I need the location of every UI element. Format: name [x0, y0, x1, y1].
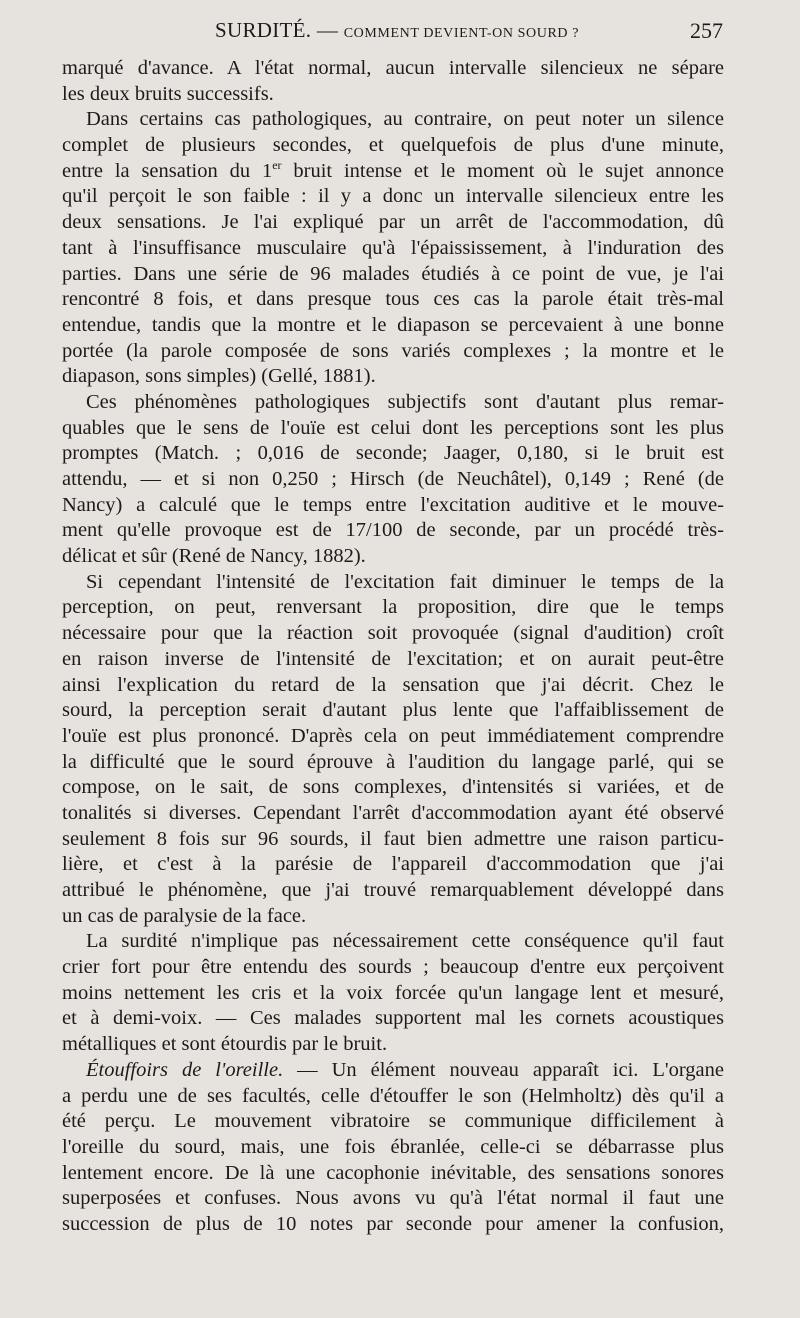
text-line: entendue, tandis que la montre et le diapason se percevaient à une bonne	[62, 313, 724, 336]
running-head	[215, 18, 579, 43]
text-line: crier fort pour être entendu des sourds ; beaucoup d'entre eux perçoivent	[62, 956, 724, 979]
text-line: tonalités si diverses. Cependant l'arrêt d'accommodation ayant été observé	[62, 801, 724, 824]
text-line: rencontré 8 fois, et dans presque tous ces cas la parole était très-mal	[62, 288, 724, 311]
body-text	[62, 56, 724, 1238]
text-line: a perdu une de ses facultés, celle d'étouffer le son (Helmholtz) dès qu'il a	[62, 1084, 724, 1107]
text-line: Ces phénomènes pathologiques subjectifs sont d'autant plus remar-	[86, 390, 724, 413]
text-line: superposées et confuses. Nous avons vu qu'à l'état normal il faut une	[62, 1187, 724, 1210]
text-line: tant à l'insuffisance musculaire qu'à l'épaississement, à l'induration des	[62, 236, 724, 259]
text-line: diapason, sons simples) (Gellé, 1881).	[62, 365, 376, 388]
paragraph	[62, 570, 724, 930]
text-line: seulement 8 fois sur 96 sourds, il faut bien admettre une raison particu-	[62, 827, 724, 850]
text-line: succession de plus de 10 notes par seconde pour amener la confusion,	[62, 1212, 724, 1235]
text-line: quables que le sens de l'ouïe est celui dont les perceptions sont les plus	[62, 416, 724, 439]
text-line: délicat et sûr (René de Nancy, 1882).	[62, 545, 366, 568]
text-line: sourd, la perception serait d'autant plus lente que l'affaiblissement de	[62, 699, 724, 722]
text-line: La surdité n'implique pas nécessairement cette conséquence qu'il faut	[86, 930, 724, 953]
text-line: l'oreille du sourd, mais, une fois ébranlée, celle-ci se débarrasse plus	[62, 1135, 724, 1158]
text-line: métalliques et sont étourdis par le bruit.	[62, 1033, 388, 1056]
text-line: moins nettement les cris et la voix forcée qu'un langage lent et mesuré,	[62, 981, 724, 1004]
page-number: 257	[690, 18, 723, 43]
text-line: Dans certains cas pathologiques, au contraire, on peut noter un silence	[86, 108, 724, 131]
text-line: promptes (Match. ; 0,016 de seconde; Jaager, 0,180, si le bruit est	[62, 442, 724, 465]
paragraph	[62, 390, 724, 570]
text-line: la difficulté que le sourd éprouve à l'audition du langage parlé, qui se	[62, 750, 724, 773]
paragraph	[62, 1058, 724, 1238]
page-header	[60, 18, 725, 48]
ordinal-superscript: er	[272, 157, 282, 172]
text-line: Si cependant l'intensité de l'excitation fait diminuer le temps de la	[86, 570, 724, 593]
text-line: ment qu'elle provoque est de 17/100 de seconde, par un procédé très-	[62, 519, 724, 542]
text-line: Nancy) a calculé que le temps entre l'excitation auditive et le mouve-	[62, 493, 724, 516]
text-line: l'ouïe est plus prononcé. D'après cela on peut immédiatement comprendre	[62, 724, 724, 747]
paragraph	[62, 56, 724, 107]
running-head-subtitle: COMMENT DEVIENT-ON SOURD ?	[343, 26, 580, 41]
section-heading-italic: Étouffoirs de l'oreille.	[86, 1058, 284, 1081]
text-line: ainsi l'explication du retard de la sensation que j'ai décrit. Chez le	[62, 673, 724, 696]
paragraph	[62, 107, 724, 390]
text-line: deux sensations. Je l'ai expliqué par un arrêt de l'accommodation, dû	[62, 211, 724, 234]
text-line-rest: bruit intense et le moment où le sujet annonce	[281, 159, 725, 182]
text-line: attendu, — et si non 0,250 ; Hirsch (de Neuchâtel), 0,149 ; René (de	[62, 468, 724, 490]
running-head-main: SURDITÉ. —	[215, 18, 344, 42]
text-line: un cas de paralysie de la face.	[62, 904, 307, 927]
text-line: portée (la parole composée de sons variés complexes ; la montre et le	[62, 339, 724, 362]
text-line: en raison inverse de l'intensité de l'excitation; et on aurait peut-être	[62, 647, 724, 670]
text-line: nécessaire pour que la réaction soit provoquée (signal d'audition) croît	[62, 622, 724, 645]
text-line: été perçu. Le mouvement vibratoire se communique difficilement à	[62, 1110, 724, 1133]
text-line: lière, et c'est à la parésie de l'appareil d'accommodation que j'ai	[62, 853, 724, 876]
text-line	[62, 1058, 724, 1084]
text-line: qu'il perçoit le son faible : il y a donc un intervalle silencieux entre les	[62, 185, 724, 208]
text-line	[62, 159, 724, 185]
text-line: marqué d'avance. A l'état normal, aucun intervalle silencieux ne sépare	[62, 57, 724, 79]
text-line: attribué le phénomène, que j'ai trouvé remarquablement développé dans	[62, 879, 724, 901]
text-line: compose, on le sait, de sons complexes, d'intensités si variées, et de	[62, 776, 724, 799]
text-line: parties. Dans une série de 96 malades étudiés à ce point de vue, je l'ai	[62, 262, 724, 285]
text-line: complet de plusieurs secondes, et quelquefois de plus d'une minute,	[62, 134, 724, 157]
text-line: lentement encore. De là une cacophonie inévitable, des sensations sonores	[62, 1161, 724, 1184]
text-line: perception, on peut, renversant la proposition, dire que le temps	[62, 596, 724, 619]
paragraph	[62, 929, 724, 1057]
text-line-start: entre la sensation du 1	[62, 159, 273, 182]
text-line: les deux bruits successifs.	[62, 82, 274, 105]
text-line-rest: — Un élément nouveau apparaît ici. L'organe	[283, 1058, 724, 1081]
text-line: et à demi-voix. — Ces malades supportent mal les cornets acoustiques	[62, 1007, 724, 1030]
